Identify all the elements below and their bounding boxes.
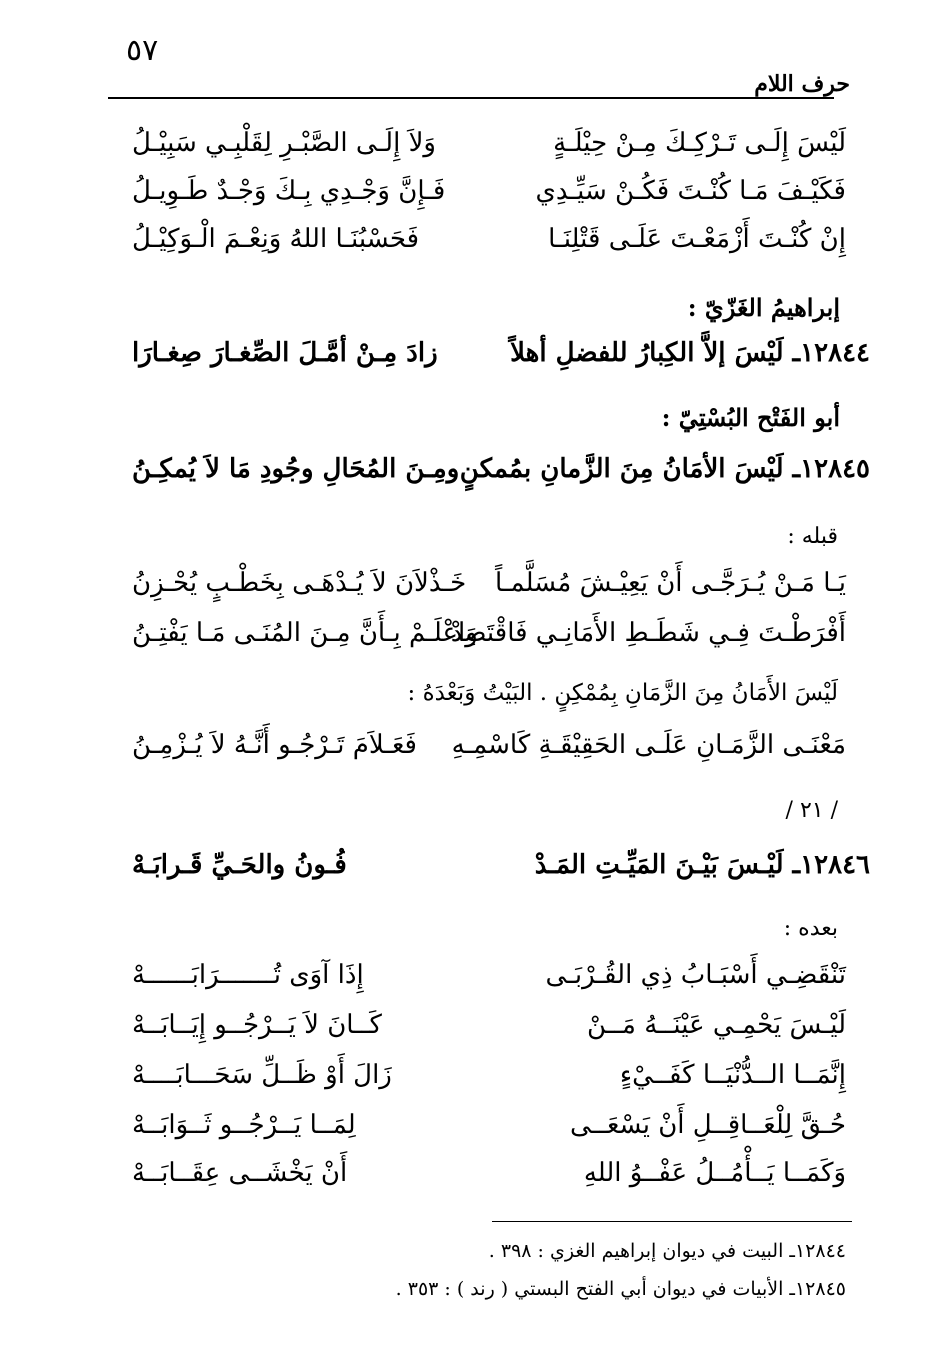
verse-right-hemistich: أَفْرَطْـتَ فِـي شَطَـطِ الأَمَانِـي فَاقْتَصِدْ xyxy=(450,618,846,648)
verse-12844-right: ١٢٨٤٤ـ لَيْسَ إلاَّ الكِبارُ للفضلِ أهلاً xyxy=(510,338,870,368)
verse-left-hemistich: كَــانَ لاَ يَــرْجُــو إِيَــابَــهْ xyxy=(132,1010,382,1040)
verse-left-hemistich: أَنْ يَخْشَــى عِقَــابَــهْ xyxy=(132,1158,348,1188)
page-number: ٥٧ xyxy=(126,33,159,68)
verse-left-hemistich: لِمَــا يَــرْجُــو ثَــوَابَــهْ xyxy=(132,1110,356,1140)
poet-name: أبو الفَتْح البُسْتِيّ : xyxy=(661,403,840,432)
verse-right-hemistich: فَكَيْـفَ مَـا كُنْـتَ فَكُـنْ سَيِّـدِي xyxy=(535,176,846,206)
verse-left-hemistich: وَلاَ إِلَـى الصَّبْـرِ لِقَلْبِـي سَبِيْـلُ xyxy=(132,128,436,158)
verse-left-hemistich: فَـإِنَّ وَجْـدِي بِـكَ وَجْـدٌ طَـوِيـلُ xyxy=(132,176,446,206)
verse-12845-left: ومِـنَ المُحَالِ وجُودِ مَا لاَ يُمكِـنُ xyxy=(132,454,460,484)
verse-left-hemistich: فَعَـلاَمَ تَـرْجُـو أَنَّـهُ لاَ يُـزْمِـنُ xyxy=(132,730,417,760)
poet-name: إبراهيمُ الغَزّيّ : xyxy=(687,293,840,322)
verse-right-hemistich: تَنْقَضِـي أَسْبَـابُ ذِي القُـرْبَـى xyxy=(545,960,846,990)
verse-right-hemistich: حُـقَّ لِلْعَــاقِــلِ أَنْ يَسْعَــى xyxy=(570,1110,846,1140)
verse-12844-left: زادَ مِـنْ أمَّـلَ الصِّغـارَ صِغـارَا xyxy=(132,338,438,368)
verse-12845-right: ١٢٨٤٥ـ لَيْسَ الأمَانُ مِنَ الزَّمانِ بمُمكنٍ xyxy=(459,454,870,484)
verse-right-hemistich: لَيْسَ إِلَـى تَـرْكِـكَ مِـنْ حِيْلَـةٍ xyxy=(553,128,846,158)
header-rule xyxy=(108,97,834,99)
verse-right-hemistich: وَكَمَــا يَــأْمُــلُ عَفْــوُ اللهِ xyxy=(583,1158,846,1188)
verse-left-hemistich: فَحَسْبُنَـا اللهُ وَنِعْـمَ الْـوَكِيْـلُ xyxy=(132,224,420,254)
verse-12846-right: ١٢٨٤٦ـ لَيْـسَ بَيْـنَ المَيِّـتِ المَـدْ xyxy=(534,850,870,880)
verse-right-hemistich: لَيْـسَ يَحْمِـي عَيْنَــهُ مَــنْ xyxy=(587,1010,846,1040)
verse-left-hemistich: وَاعْلَـمْ بِـأَنَّ مِـنَ المُنَـى مَـا يَفْتِـنُ xyxy=(132,618,478,648)
verse-right-hemistich: مَعْنَـى الزَّمَـانِ عَلَـى الحَقِيْقَـةِ كَاسْمِـهِ xyxy=(451,730,846,760)
verse-12846-left: فُـونُ والحَـيِّ قَـرابَـهْ xyxy=(132,850,347,880)
reference-mark: / ٢١ / xyxy=(785,798,838,823)
before-label: قبله : xyxy=(787,524,838,549)
footnote: ١٢٨٤٤ـ البيت في ديوان إبراهيم الغزي : ٣٩٨ . xyxy=(488,1240,846,1262)
verse-left-hemistich: إِذَا آوَى تُـــــــرَابَــــــهْ xyxy=(132,960,364,990)
after-label: بعده : xyxy=(783,916,838,941)
footnote: ١٢٨٤٥ـ الأبيات في ديوان أبي الفتح البستي ( رند ) : ٣٥٣ . xyxy=(395,1278,846,1300)
chapter-header: حرف اللام xyxy=(754,71,850,97)
inline-note: لَيْسَ الأَمَانُ مِنَ الزَّمَانِ بِمُمْكِنٍ . البَيْتُ وَبَعْدَهُ : xyxy=(407,680,838,706)
verse-right-hemistich: يَـا مَـنْ يُـرَجَّـى أَنْ يَعِيْـشَ مُسَلَّمـاً xyxy=(495,568,846,598)
verse-left-hemistich: خَـذْلاَنَ لاَ يُـدْهَـى بِخَطْـبٍ يُحْـزِنُ xyxy=(132,568,467,598)
footnote-rule xyxy=(492,1221,852,1222)
verse-right-hemistich: إِنَّمَــا الــدُّنْيَــا كَفَــيْءٍ xyxy=(619,1060,846,1090)
verse-right-hemistich: إِنْ كُنْـتَ أَزْمَعْـتَ عَلَـى قَتْلِنَـا xyxy=(548,224,846,254)
verse-left-hemistich: زَالَ أَوْ ظَــلِّ سَحَـــابَــــهْ xyxy=(132,1060,392,1090)
